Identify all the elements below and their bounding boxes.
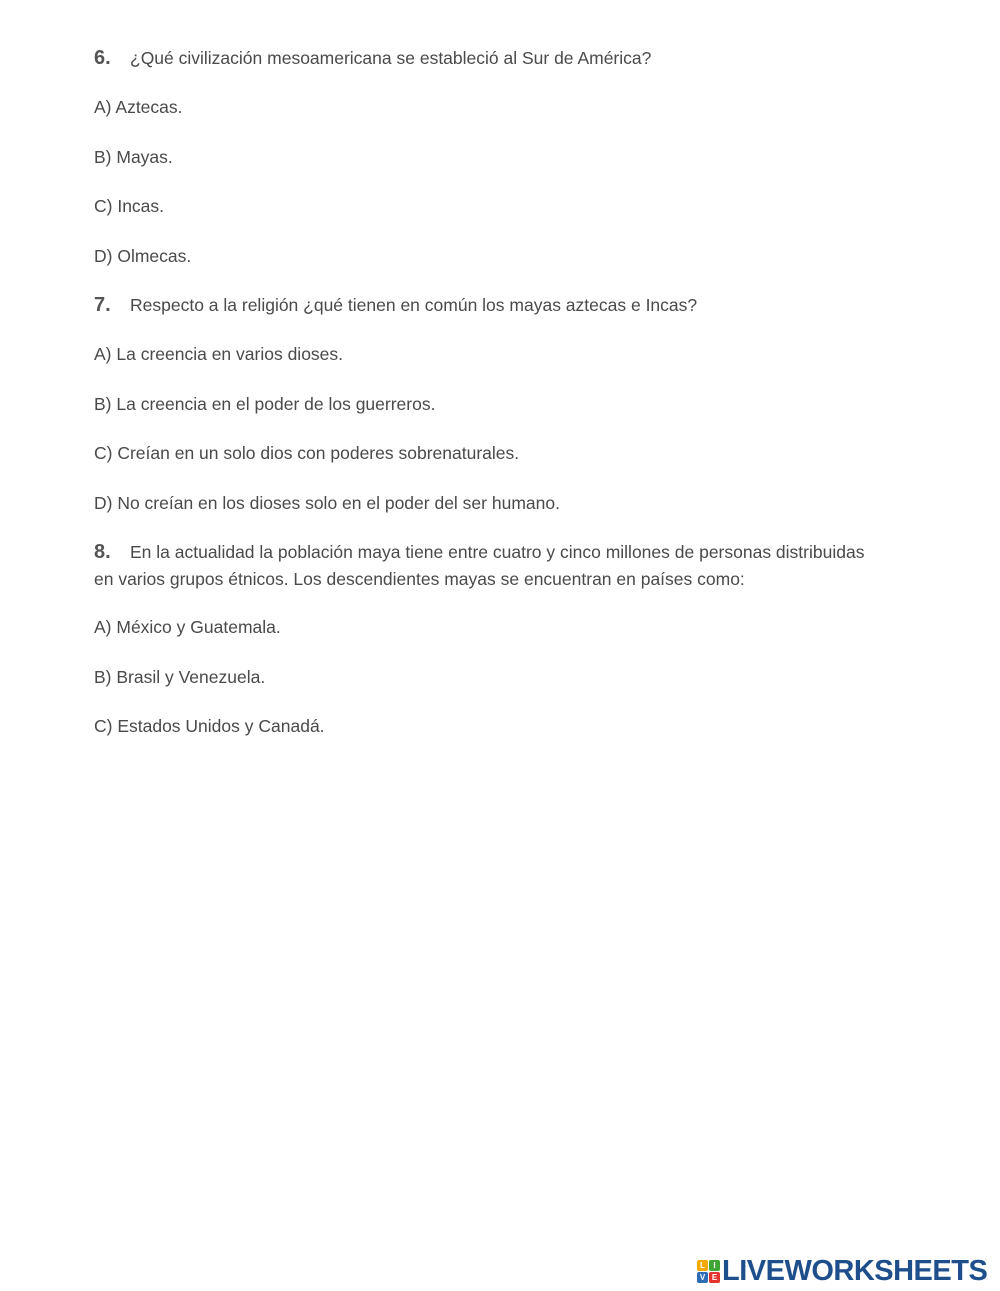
question-text-line1: En la actualidad la población maya tiene entre cuatro y cinco millones de personas distribuidas <box>130 542 865 562</box>
option-7a: A) La creencia en varios dioses. <box>94 344 344 364</box>
question-text: Respecto a la religión ¿qué tienen en común los mayas aztecas e Incas? <box>130 295 698 315</box>
question-number: 7. <box>94 294 111 316</box>
logo-square-v: V <box>697 1272 708 1283</box>
option-6d: D) Olmecas. <box>94 246 192 266</box>
question-text-line2: en varios grupos étnicos. Los descendientes mayas se encuentran en países como: <box>94 569 745 589</box>
option-8c: C) Estados Unidos y Canadá. <box>94 716 325 736</box>
logo-text: LIVEWORKSHEETS <box>722 1254 988 1287</box>
question-7 <box>94 292 697 318</box>
logo-square-l: L <box>697 1260 708 1271</box>
option-8a: A) México y Guatemala. <box>94 617 281 637</box>
option-7d: D) No creían en los dioses solo en el poder del ser humano. <box>94 493 560 513</box>
option-7c: C) Creían en un solo dios con poderes sobrenaturales. <box>94 443 520 463</box>
question-8 <box>94 539 864 565</box>
question-text: ¿Qué civilización mesoamericana se estableció al Sur de América? <box>130 48 652 68</box>
option-6a: A) Aztecas. <box>94 97 183 117</box>
option-6c: C) Incas. <box>94 196 165 216</box>
option-8b: B) Brasil y Venezuela. <box>94 667 266 687</box>
logo-square-e: E <box>709 1272 720 1283</box>
question-number: 8. <box>94 541 111 563</box>
logo-icon <box>697 1260 720 1283</box>
logo-square-i: I <box>709 1260 720 1271</box>
option-7b: B) La creencia en el poder de los guerreros. <box>94 394 436 414</box>
liveworksheets-logo <box>697 1255 987 1287</box>
question-6 <box>94 45 651 71</box>
question-number: 6. <box>94 47 111 69</box>
option-6b: B) Mayas. <box>94 147 173 167</box>
